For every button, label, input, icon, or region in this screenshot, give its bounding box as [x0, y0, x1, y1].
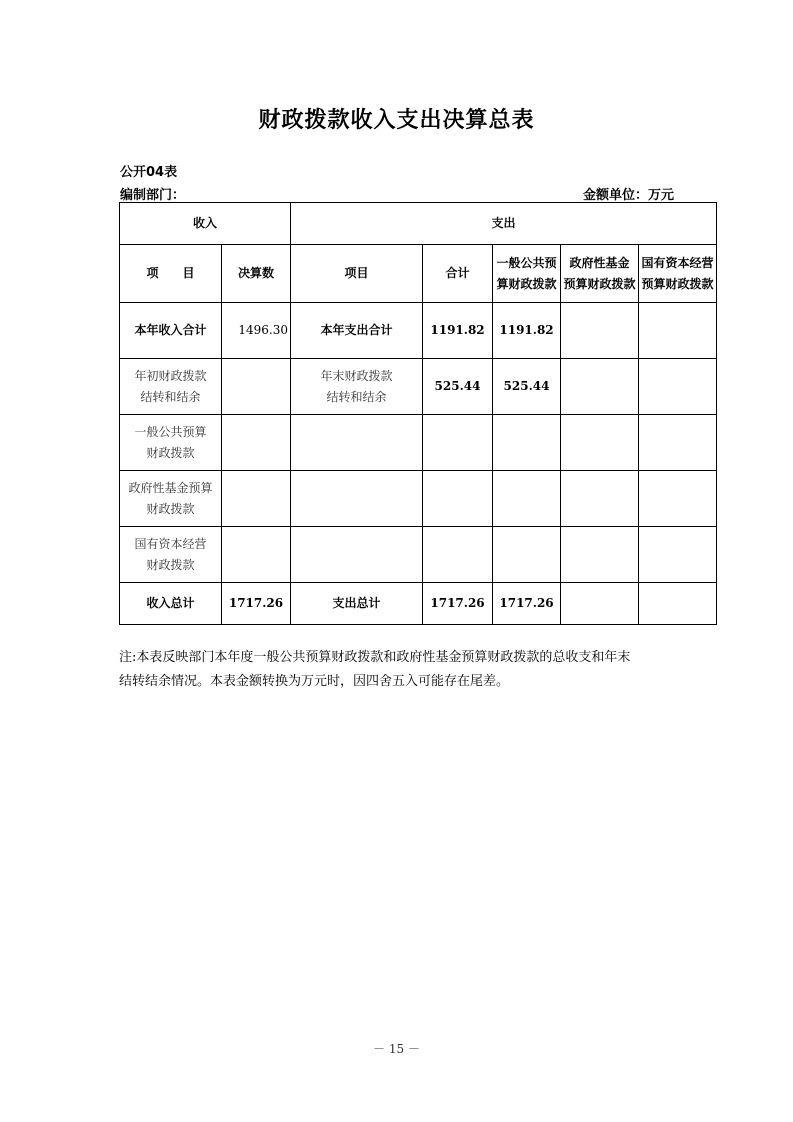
page-title: 财政拨款收入支出决算总表	[258, 108, 535, 133]
expense-total: 1191.82	[423, 303, 493, 359]
income-value	[222, 415, 291, 471]
expense-general	[493, 415, 561, 471]
income-value: 1717.26	[222, 583, 291, 625]
income-label-line: 国有资本经营	[134, 536, 207, 551]
expense-total: 525.44	[423, 359, 493, 415]
income-label	[120, 471, 222, 527]
table-number: 公开04表	[120, 165, 178, 180]
header-state-capital-line: 国有资本经营	[641, 255, 714, 270]
income-label-line: 财政拨款	[146, 501, 195, 516]
income-label	[120, 527, 222, 583]
expense-fund	[561, 303, 639, 359]
expense-label-line: 结转和结余	[326, 389, 387, 404]
income-label-line: 财政拨款	[146, 445, 195, 460]
expense-total	[423, 415, 493, 471]
expense-capital	[639, 415, 717, 471]
income-value: 1496.30	[222, 303, 291, 359]
header-gov-fund-line: 预算财政拨款	[563, 276, 636, 291]
header-general-budget	[493, 245, 561, 303]
expense-fund	[561, 527, 639, 583]
table-header-row-1	[120, 203, 717, 245]
expense-fund	[561, 415, 639, 471]
header-state-capital-line: 预算财政拨款	[641, 276, 714, 291]
table-header-row-2	[120, 245, 717, 303]
income-value	[222, 471, 291, 527]
expense-total: 1717.26	[423, 583, 493, 625]
expense-label	[291, 415, 423, 471]
expense-total	[423, 471, 493, 527]
page-number: － 15 －	[373, 1042, 420, 1056]
income-label-line: 政府性基金预算	[128, 480, 213, 495]
table-row	[120, 415, 717, 471]
header-general-budget-line: 算财政拨款	[496, 276, 557, 291]
header-state-capital	[639, 245, 717, 303]
table-row	[120, 527, 717, 583]
income-label	[120, 415, 222, 471]
footnote-line: 注:本表反映部门本年度一般公共预算财政拨款和政府性基金预算财政拨款的总收支和年末	[119, 650, 631, 665]
header-exp-item: 项目	[291, 245, 423, 303]
footnote-line: 结转结余情况。本表金额转换为万元时，因四舍五入可能存在尾差。	[119, 674, 510, 689]
income-value	[222, 527, 291, 583]
income-label-line: 一般公共预算	[134, 424, 207, 439]
expense-label	[291, 471, 423, 527]
footnote	[119, 646, 699, 694]
expense-general	[493, 471, 561, 527]
table-row	[120, 583, 717, 625]
table-row	[120, 359, 717, 415]
table-row	[120, 303, 717, 359]
income-label: 本年收入合计	[120, 303, 222, 359]
header-general-budget-line: 一般公共预	[496, 255, 557, 270]
expense-fund	[561, 359, 639, 415]
table-row	[120, 471, 717, 527]
expense-general: 1191.82	[493, 303, 561, 359]
final-accounts-table	[119, 202, 717, 625]
expense-total	[423, 527, 493, 583]
unit-label: 金额单位：万元	[582, 188, 674, 203]
header-income: 收入	[120, 203, 291, 245]
expense-label: 支出总计	[291, 583, 423, 625]
income-value	[222, 359, 291, 415]
expense-general: 1717.26	[493, 583, 561, 625]
expense-label-line: 年末财政拨款	[320, 368, 393, 383]
expense-label	[291, 527, 423, 583]
income-label-line: 结转和结余	[140, 389, 201, 404]
expense-capital	[639, 359, 717, 415]
header-total: 合计	[423, 245, 493, 303]
department-label: 编制部门：	[120, 188, 186, 203]
expense-capital	[639, 583, 717, 625]
expense-fund	[561, 583, 639, 625]
expense-label: 本年支出合计	[291, 303, 423, 359]
income-label-line: 财政拨款	[146, 557, 195, 572]
expense-capital	[639, 303, 717, 359]
income-label-line: 年初财政拨款	[134, 368, 207, 383]
header-gov-fund	[561, 245, 639, 303]
header-item: 项 目	[120, 245, 222, 303]
expense-fund	[561, 471, 639, 527]
expense-general: 525.44	[493, 359, 561, 415]
expense-label	[291, 359, 423, 415]
expense-general	[493, 527, 561, 583]
header-gov-fund-line: 政府性基金	[569, 255, 630, 270]
header-expense: 支出	[291, 203, 717, 245]
expense-capital	[639, 471, 717, 527]
income-label	[120, 359, 222, 415]
header-final-amount: 决算数	[222, 245, 291, 303]
income-label: 收入总计	[120, 583, 222, 625]
expense-capital	[639, 527, 717, 583]
